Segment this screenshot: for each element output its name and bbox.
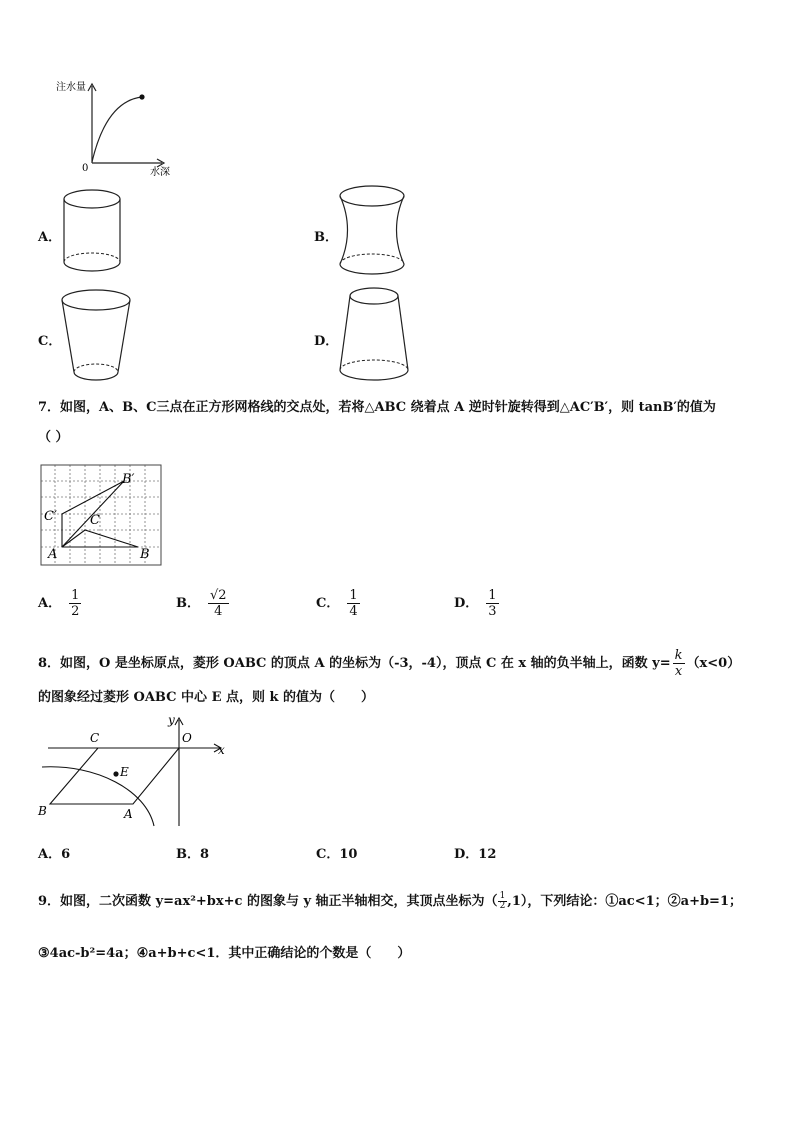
q9-question-line2: ③4ac-b²=4a；④a+b+c<1．其中正确结论的个数是（ ） bbox=[38, 946, 411, 961]
graph-y-label: 注水量 bbox=[56, 82, 86, 93]
q7-option-b[interactable]: B． $\frac{√2}{4}$ bbox=[176, 588, 227, 619]
q7-label-b-prime: B′ bbox=[122, 472, 135, 487]
q8-label-y: y bbox=[168, 713, 175, 727]
q6-option-c-letter[interactable]: C． bbox=[38, 334, 62, 349]
q6-water-graph bbox=[50, 78, 180, 178]
q7-option-c[interactable]: C． $\frac{1}{4}$ bbox=[316, 588, 358, 619]
graph-origin: 0 bbox=[82, 163, 89, 174]
q7-label-b: B bbox=[140, 547, 150, 562]
q8-question-line2: 的图象经过菱形 OABC 中心 E 点，则 k 的值为（ ） bbox=[38, 690, 375, 705]
q7-label-c-prime: C′ bbox=[44, 509, 57, 524]
q7-question-line1: 7．如图，A、B、C三点在正方形网格线的交点处，若将△ABC 绕着点 A 逆时针旋转得到△AC′B′，则 tanB′的值为 bbox=[38, 400, 716, 415]
q8-option-c[interactable]: C．10 bbox=[316, 847, 358, 862]
q7-option-d[interactable]: D． $\frac{1}{3}$ bbox=[454, 588, 497, 619]
q8-label-x: x bbox=[218, 743, 225, 757]
q7-label-a: A bbox=[48, 547, 58, 562]
q7-grid-figure bbox=[40, 464, 164, 568]
q9-question-line1: 9．如图，二次函数 y=ax²+bx+c 的图象与 y 轴正半轴相交，其顶点坐标为（ $\frac{1}{2}$ ,1），下列结论：①ac<1；②a+b=1； bbox=[38, 891, 742, 911]
q7-question-line2: （ ） bbox=[38, 430, 69, 445]
q7-option-a[interactable]: A． $\frac{1}{2}$ bbox=[38, 588, 80, 619]
q6-option-b-waisted[interactable] bbox=[334, 182, 414, 280]
graph-x-label: 水深 bbox=[150, 167, 170, 178]
q6-option-d-cup[interactable] bbox=[334, 284, 416, 386]
q6-option-d-letter[interactable]: D． bbox=[314, 334, 339, 349]
q7-label-c: C bbox=[90, 513, 100, 528]
q8-label-b: B bbox=[38, 804, 47, 818]
q6-option-a-cylinder[interactable] bbox=[58, 186, 128, 276]
q8-option-b[interactable]: B．8 bbox=[176, 847, 210, 862]
q6-option-b-letter[interactable]: B． bbox=[314, 230, 338, 245]
q8-label-o: O bbox=[182, 731, 192, 745]
q8-option-d[interactable]: D．12 bbox=[454, 847, 497, 862]
q8-label-c: C bbox=[90, 731, 100, 745]
q8-label-e: E bbox=[120, 765, 129, 779]
q6-option-c-cup[interactable] bbox=[58, 288, 138, 386]
q8-question-line1: 8．如图，O 是坐标原点，菱形 OABC 的顶点 A 的坐标为（-3，-4），顶点 C 在 x 轴的负半轴上，函数 y= $\frac{k}{x}$ （x<0） bbox=[38, 648, 741, 679]
q8-option-a[interactable]: A．6 bbox=[38, 847, 71, 862]
q8-label-a: A bbox=[124, 807, 133, 821]
q8-rhombus-figure bbox=[36, 712, 232, 830]
q6-option-a-letter[interactable]: A． bbox=[38, 230, 62, 245]
